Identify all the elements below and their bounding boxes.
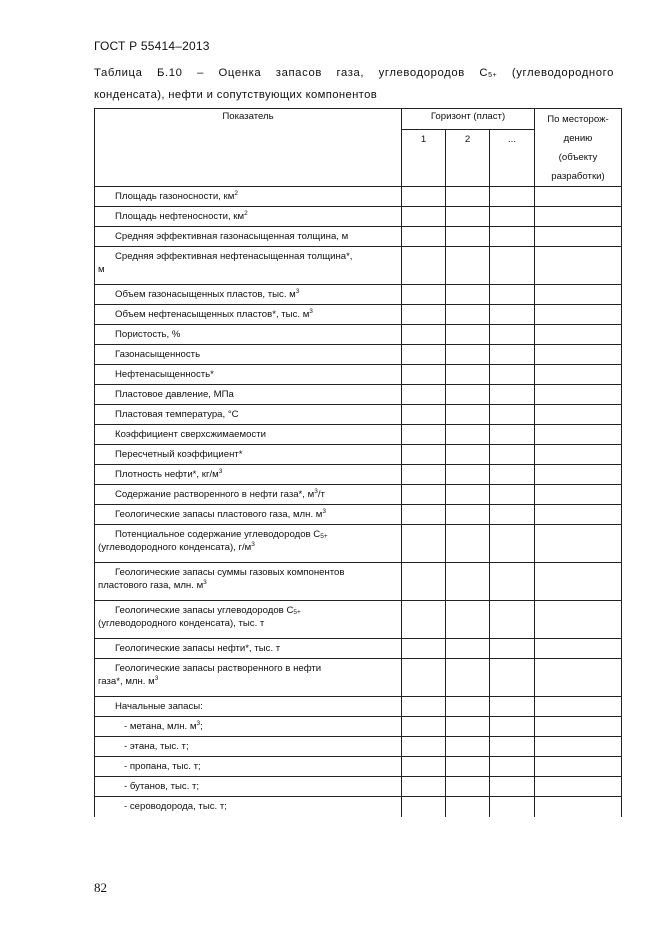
value-cell [446, 187, 490, 207]
value-cell [446, 465, 490, 485]
indicator-cell: Средняя эффективная газонасыщенная толщина, м [95, 227, 402, 247]
header-horizon-1: 1 [402, 130, 446, 187]
caption-line-2: конденсата), нефти и сопутствующих компонентов [94, 89, 378, 101]
table-row [95, 247, 622, 285]
value-cell [446, 285, 490, 305]
value-cell [402, 525, 446, 563]
value-cell [535, 697, 622, 717]
value-cell [490, 285, 535, 305]
value-cell [446, 505, 490, 525]
value-cell [535, 737, 622, 757]
table-row [95, 563, 622, 601]
value-cell [446, 365, 490, 385]
value-cell [490, 227, 535, 247]
value-cell [535, 285, 622, 305]
table-row [95, 505, 622, 525]
value-cell [490, 445, 535, 465]
value-cell [446, 563, 490, 601]
table-row [95, 717, 622, 737]
value-cell [446, 247, 490, 285]
table-row [95, 697, 622, 717]
value-cell [402, 601, 446, 639]
table-row [95, 485, 622, 505]
reserves-table [94, 108, 622, 817]
value-cell [490, 325, 535, 345]
indicator-cell: Содержание растворенного в нефти газа*, $м^3/т$ [95, 485, 402, 505]
value-cell [490, 697, 535, 717]
value-cell [446, 717, 490, 737]
value-cell [402, 227, 446, 247]
value-cell [535, 247, 622, 285]
value-cell [535, 563, 622, 601]
value-cell [490, 777, 535, 797]
value-cell [402, 777, 446, 797]
indicator-cell: Средняя эффективная нефтенасыщенная толщина*, м [95, 247, 402, 285]
value-cell [402, 345, 446, 365]
value-cell [490, 305, 535, 325]
indicator-cell: Пористость, % [95, 325, 402, 345]
value-cell [535, 485, 622, 505]
value-cell [490, 797, 535, 817]
indicator-cell: Геологические запасы нефти*, тыс. т [95, 639, 402, 659]
indicator-cell: - метана, млн. $м^3$; [95, 717, 402, 737]
value-cell [446, 345, 490, 365]
indicator-cell: - пропана, тыс. т; [95, 757, 402, 777]
value-cell [446, 777, 490, 797]
header-field: По месторож- дению (объекту разработки) [535, 109, 622, 187]
indicator-cell: Объем газонасыщенных пластов, тыс. $м^3$ [95, 285, 402, 305]
value-cell [446, 737, 490, 757]
value-cell [446, 601, 490, 639]
indicator-cell: Площадь газоносности, $км^2$ [95, 187, 402, 207]
value-cell [490, 485, 535, 505]
indicator-cell: Нефтенасыщенность* [95, 365, 402, 385]
value-cell [490, 187, 535, 207]
table-caption [94, 62, 614, 106]
value-cell [402, 207, 446, 227]
value-cell [535, 425, 622, 445]
header-row [95, 109, 622, 130]
indicator-cell: Геологические запасы пластового газа, млн. $м^3$ [95, 505, 402, 525]
table-row [95, 425, 622, 445]
value-cell [490, 601, 535, 639]
value-cell [535, 325, 622, 345]
value-cell [535, 777, 622, 797]
value-cell [535, 385, 622, 405]
value-cell [535, 305, 622, 325]
indicator-cell: Пластовое давление, МПа [95, 385, 402, 405]
header-horizon: Горизонт (пласт) [402, 109, 535, 130]
value-cell [402, 757, 446, 777]
value-cell [535, 797, 622, 817]
table-row [95, 777, 622, 797]
value-cell [446, 425, 490, 445]
value-cell [535, 639, 622, 659]
value-cell [446, 697, 490, 717]
table-row [95, 445, 622, 465]
table-row [95, 797, 622, 817]
table-row [95, 325, 622, 345]
table-row [95, 465, 622, 485]
value-cell [402, 247, 446, 285]
value-cell [490, 505, 535, 525]
table-row [95, 385, 622, 405]
table-row [95, 405, 622, 425]
indicator-cell: Пересчетный коэффициент* [95, 445, 402, 465]
caption-line-1: Таблица Б.10 – Оценка запасов газа, углеводородов $С_{5+}$ (углеводородного [94, 67, 614, 79]
value-cell [490, 563, 535, 601]
value-cell [535, 525, 622, 563]
value-cell [490, 365, 535, 385]
table-row [95, 659, 622, 697]
value-cell [490, 737, 535, 757]
indicator-cell: Пластовая температура, °С [95, 405, 402, 425]
value-cell [490, 639, 535, 659]
value-cell [535, 601, 622, 639]
value-cell [535, 227, 622, 247]
indicator-cell: Начальные запасы: [95, 697, 402, 717]
value-cell [446, 227, 490, 247]
value-cell [402, 659, 446, 697]
table-row [95, 305, 622, 325]
value-cell [402, 485, 446, 505]
value-cell [446, 485, 490, 505]
page-number: 82 [94, 880, 107, 895]
value-cell [490, 465, 535, 485]
value-cell [535, 207, 622, 227]
value-cell [490, 757, 535, 777]
indicator-cell: Геологические запасы растворенного в нефти газа*, млн. $м^3$ [95, 659, 402, 697]
header-indicator: Показатель [95, 109, 402, 187]
value-cell [535, 757, 622, 777]
value-cell [402, 797, 446, 817]
table-row [95, 345, 622, 365]
value-cell [402, 445, 446, 465]
value-cell [402, 305, 446, 325]
value-cell [535, 345, 622, 365]
value-cell [402, 385, 446, 405]
document-code: ГОСТ Р 55414–2013 [94, 39, 210, 53]
indicator-cell: Геологические запасы углеводородов $С_{5+}$ (углеводородного конденсата), тыс. т [95, 601, 402, 639]
value-cell [490, 425, 535, 445]
value-cell [446, 305, 490, 325]
indicator-cell: Потенциальное содержание углеводородов $С_{5+}$ (углеводородного конденсата), $г/м^3$ [95, 525, 402, 563]
value-cell [446, 757, 490, 777]
value-cell [402, 187, 446, 207]
indicator-cell: - бутанов, тыс. т; [95, 777, 402, 797]
value-cell [446, 659, 490, 697]
value-cell [446, 405, 490, 425]
value-cell [490, 247, 535, 285]
value-cell [402, 737, 446, 757]
value-cell [490, 405, 535, 425]
value-cell [490, 207, 535, 227]
value-cell [446, 445, 490, 465]
value-cell [402, 405, 446, 425]
table-row [95, 525, 622, 563]
value-cell [535, 717, 622, 737]
table-row [95, 757, 622, 777]
table-row [95, 737, 622, 757]
indicator-cell: Площадь нефтеносности, $км^2$ [95, 207, 402, 227]
value-cell [446, 207, 490, 227]
indicator-cell: Плотность нефти*, $кг/м^3$ [95, 465, 402, 485]
value-cell [402, 285, 446, 305]
table-row [95, 601, 622, 639]
table-row [95, 187, 622, 207]
indicator-cell: - сероводорода, тыс. т; [95, 797, 402, 817]
value-cell [402, 717, 446, 737]
value-cell [490, 525, 535, 563]
value-cell [446, 325, 490, 345]
value-cell [402, 697, 446, 717]
header-horizon-more: ... [490, 130, 535, 187]
value-cell [402, 325, 446, 345]
value-cell [446, 797, 490, 817]
value-cell [446, 385, 490, 405]
value-cell [535, 465, 622, 485]
value-cell [402, 465, 446, 485]
value-cell [535, 187, 622, 207]
table-row [95, 207, 622, 227]
indicator-cell: Газонасыщенность [95, 345, 402, 365]
table-row [95, 365, 622, 385]
value-cell [402, 505, 446, 525]
header-horizon-2: 2 [446, 130, 490, 187]
table-row [95, 639, 622, 659]
value-cell [490, 385, 535, 405]
value-cell [402, 425, 446, 445]
value-cell [402, 563, 446, 601]
indicator-cell: - этана, тыс. т; [95, 737, 402, 757]
value-cell [446, 639, 490, 659]
value-cell [402, 365, 446, 385]
value-cell [535, 659, 622, 697]
value-cell [490, 345, 535, 365]
value-cell [402, 639, 446, 659]
table-row [95, 285, 622, 305]
value-cell [535, 405, 622, 425]
value-cell [535, 365, 622, 385]
indicator-cell: Объем нефтенасыщенных пластов*, тыс. $м^3$ [95, 305, 402, 325]
indicator-cell: Коэффициент сверхсжимаемости [95, 425, 402, 445]
table-row [95, 227, 622, 247]
value-cell [535, 505, 622, 525]
value-cell [490, 659, 535, 697]
value-cell [490, 717, 535, 737]
value-cell [446, 525, 490, 563]
indicator-cell: Геологические запасы суммы газовых компонентов пластового газа, млн. $м^3$ [95, 563, 402, 601]
value-cell [535, 445, 622, 465]
